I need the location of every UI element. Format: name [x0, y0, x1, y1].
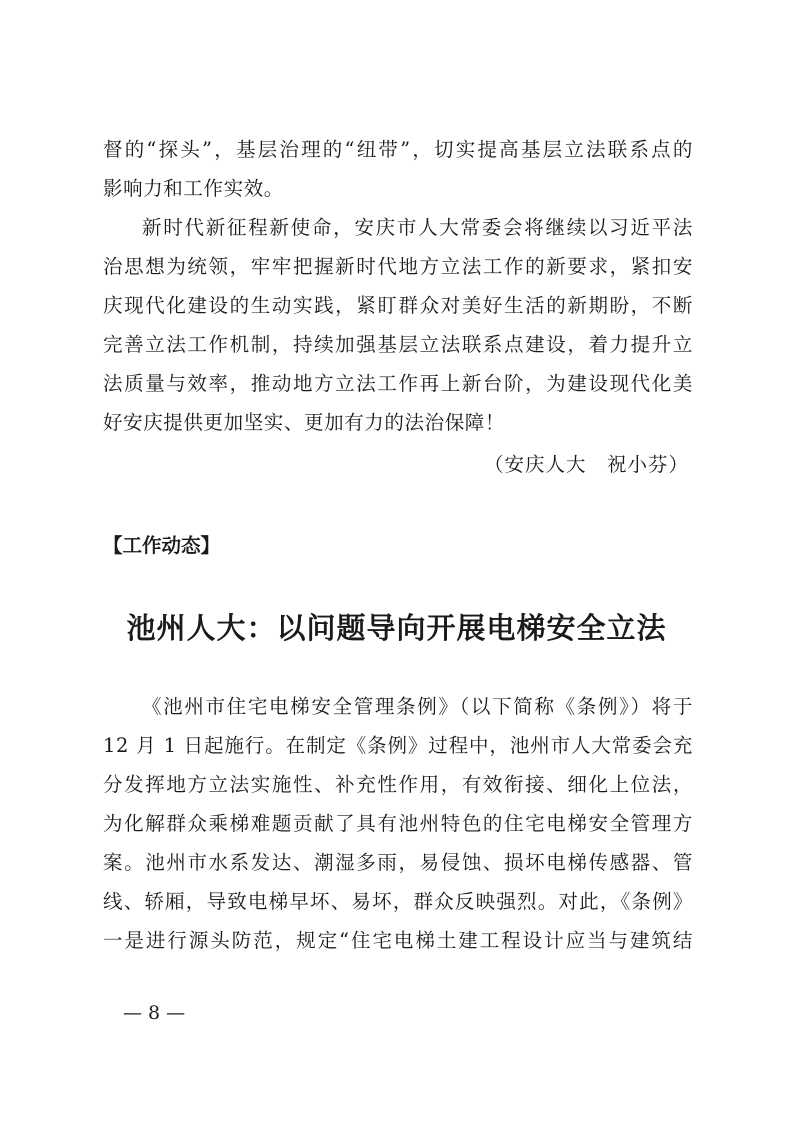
section-tag: 【工作动态】 — [103, 534, 221, 557]
article-line-4: 为化解群众乘梯难题贡献了具有池州特色的住宅电梯安全管理方 — [103, 812, 693, 835]
intro-line-1: 督的“探头”，基层治理的“纽带”，切实提高基层立法联系点的 — [103, 138, 693, 161]
article-line-3: 分发挥地方立法实施性、补充性作用，有效衔接、细化上位法， — [103, 773, 693, 796]
author-signature: （安庆人大 祝小芬） — [483, 453, 689, 476]
intro-line-2: 影响力和工作实效。 — [103, 177, 284, 200]
article-title: 池州人大：以问题导向开展电梯安全立法 — [126, 611, 667, 645]
article-line-5: 案。池州市水系发达、潮湿多雨，易侵蚀、损坏电梯传感器、管 — [103, 851, 693, 874]
closing-line-3: 庆现代化建设的生动实践，紧盯群众对美好生活的新期盼，不断 — [103, 294, 693, 317]
article-line-7: 一是进行源头防范，规定“住宅电梯土建工程设计应当与建筑结 — [103, 929, 693, 952]
article-line-1: 《池州市住宅电梯安全管理条例》（以下简称《条例》）将于 — [142, 695, 693, 718]
closing-line-2: 治思想为统领，牢牢把握新时代地方立法工作的新要求，紧扣安 — [103, 255, 693, 278]
article-line-2: 12 月 1 日起施行。在制定《条例》过程中，池州市人大常委会充 — [103, 734, 693, 757]
article-line-6: 线、轿厢，导致电梯早坏、易坏，群众反映强烈。对此，《条例》 — [103, 890, 693, 913]
closing-line-6: 好安庆提供更加坚实、更加有力的法治保障！ — [103, 411, 506, 434]
closing-line-1: 新时代新征程新使命，安庆市人大常委会将继续以习近平法 — [142, 216, 693, 239]
closing-line-4: 完善立法工作机制，持续加强基层立法联系点建设，着力提升立 — [103, 333, 693, 356]
closing-line-5: 法质量与效率，推动地方立法工作再上新台阶，为建设现代化美 — [103, 372, 693, 395]
page-number: — 8 — — [123, 1002, 186, 1024]
